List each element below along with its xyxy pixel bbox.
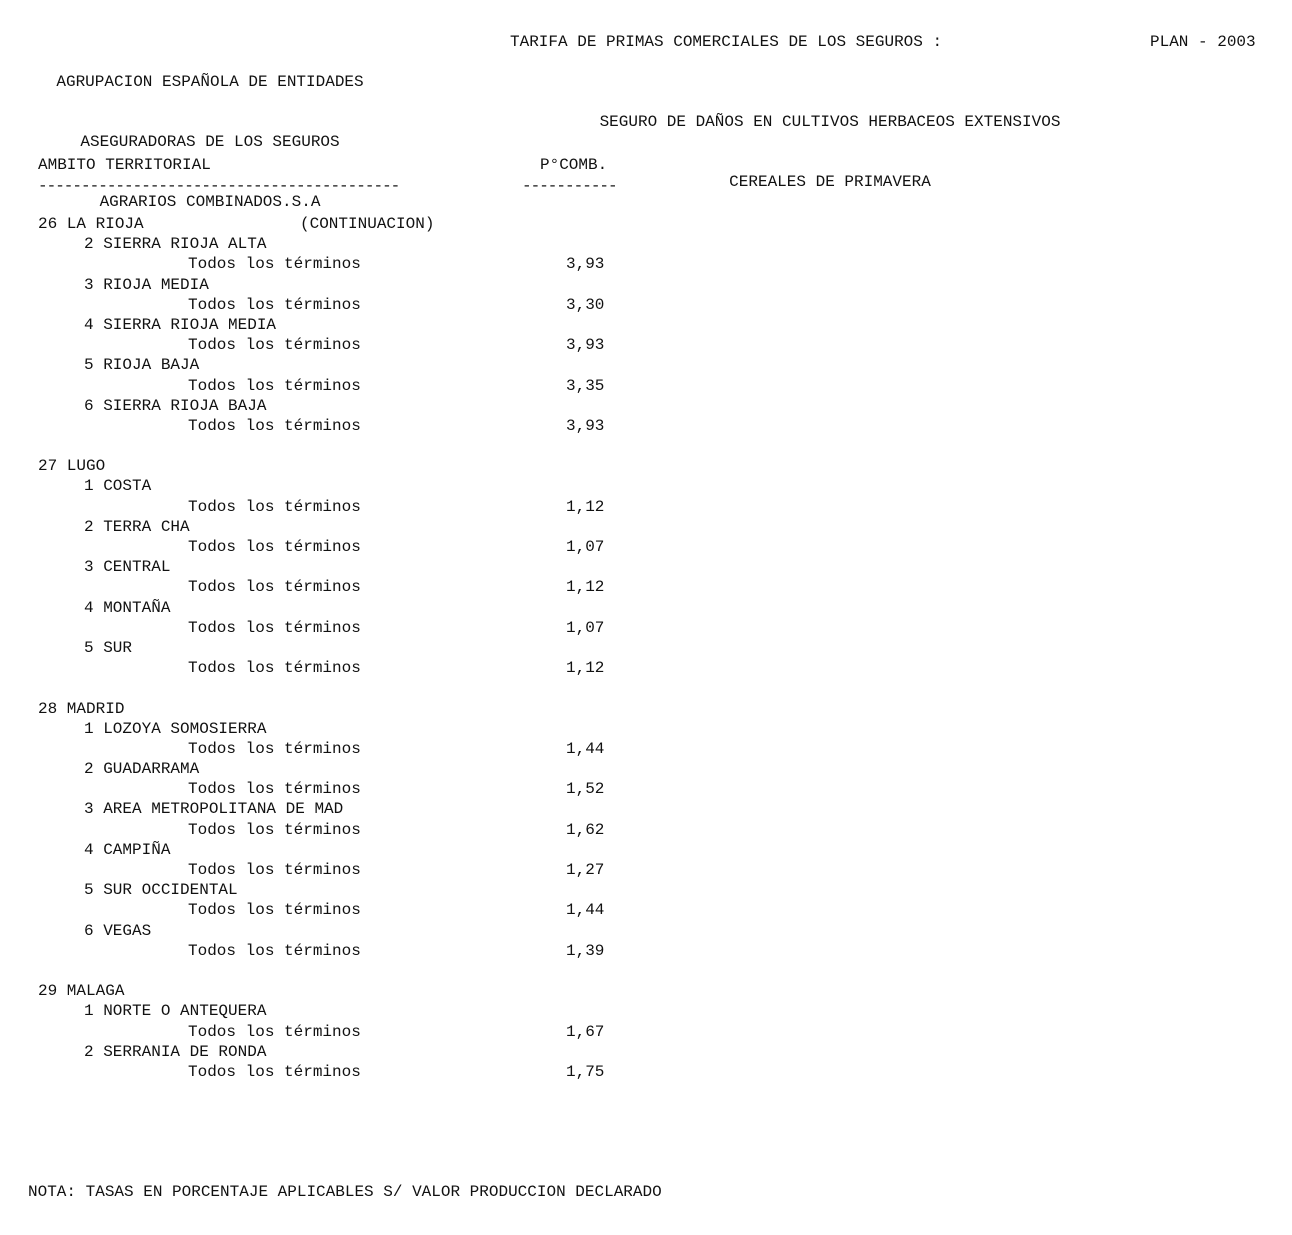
premium-value: 1,52 [566, 780, 605, 799]
tariff-table [38, 214, 738, 1082]
comarca-row [38, 880, 738, 900]
comarca-row [38, 517, 738, 537]
comarca-name: 4 SIERRA RIOJA MEDIA [84, 315, 277, 334]
term-row [38, 376, 738, 396]
comarca-row [38, 275, 738, 295]
comarca-name: 4 MONTAÑA [84, 598, 171, 617]
term-label: Todos los términos [188, 336, 361, 355]
organization-name [20, 32, 400, 232]
term-row [38, 1022, 738, 1042]
term-row [38, 537, 738, 557]
org-line-3: AGRARIOS COMBINADOS.S.A [99, 193, 321, 211]
premium-value: 3,93 [566, 255, 605, 274]
term-row [38, 739, 738, 759]
term-row [38, 335, 738, 355]
term-label: Todos los términos [188, 941, 361, 960]
term-label: Todos los términos [188, 1062, 361, 1081]
comarca-row [38, 476, 738, 496]
term-row [38, 497, 738, 517]
term-label: Todos los términos [188, 295, 361, 314]
term-row [38, 416, 738, 436]
term-label: Todos los términos [188, 376, 361, 395]
premium-value: 1,12 [566, 497, 605, 516]
term-row [38, 860, 738, 880]
term-label: Todos los términos [188, 659, 361, 678]
term-label: Todos los términos [188, 618, 361, 637]
province-row [38, 699, 738, 719]
comarca-row [38, 759, 738, 779]
premium-value: 3,93 [566, 416, 605, 435]
term-label: Todos los términos [188, 780, 361, 799]
premium-value: 3,93 [566, 336, 605, 355]
premium-value: 1,67 [566, 1022, 605, 1041]
province-name: 26 LA RIOJA [38, 215, 144, 233]
comarca-row [38, 799, 738, 819]
premium-value: 1,27 [566, 861, 605, 879]
comarca-name: 1 NORTE O ANTEQUERA [84, 1002, 267, 1021]
comarca-row [38, 396, 738, 416]
comarca-name: 5 RIOJA BAJA [84, 356, 200, 375]
province-note: (CONTINUACION) [300, 215, 435, 233]
org-line-2: ASEGURADORAS DE LOS SEGUROS [80, 133, 340, 151]
premium-value: 3,30 [566, 295, 605, 314]
section-gap [38, 678, 738, 698]
column-rule-ambito: ------------------------------------------ [38, 177, 400, 195]
premium-value: 1,75 [566, 1062, 605, 1081]
premium-value: 1,44 [566, 901, 605, 920]
comarca-row [38, 921, 738, 941]
comarca-name: 3 CENTRAL [84, 558, 171, 577]
plan-label: PLAN - 2003 [1150, 33, 1256, 51]
term-row [38, 1062, 738, 1082]
org-line-1: AGRUPACION ESPAÑOLA DE ENTIDADES [56, 73, 364, 91]
province-name: 28 MADRID [38, 699, 125, 718]
footnote: NOTA: TASAS EN PORCENTAJE APLICABLES S/ VALOR PRODUCCION DECLARADO [28, 1183, 662, 1201]
comarca-row [38, 598, 738, 618]
comarca-name: 2 SIERRA RIOJA ALTA [84, 235, 267, 254]
comarca-name: 5 SUR OCCIDENTAL [84, 881, 238, 900]
column-rule-prima: ----------- [522, 177, 617, 195]
comarca-row [38, 355, 738, 375]
comarca-name: 5 SUR [84, 638, 133, 657]
comarca-row [38, 719, 738, 739]
premium-value: 3,35 [566, 376, 605, 395]
province-name: 27 LUGO [38, 457, 106, 476]
term-row [38, 295, 738, 315]
comarca-name: 2 GUADARRAMA [84, 760, 200, 779]
province-row [38, 981, 738, 1001]
section-gap [38, 961, 738, 981]
comarca-name: 4 CAMPIÑA [84, 840, 171, 859]
term-row [38, 941, 738, 961]
column-header-ambito: AMBITO TERRITORIAL [38, 156, 211, 174]
comarca-name: 6 VEGAS [84, 921, 152, 940]
column-header-prima: P°COMB. [540, 156, 608, 174]
term-label: Todos los términos [188, 739, 361, 758]
term-label: Todos los términos [188, 497, 361, 516]
section-gap [38, 436, 738, 456]
comarca-name: 3 RIOJA MEDIA [84, 275, 209, 294]
comarca-name: 1 COSTA [84, 477, 152, 496]
term-label: Todos los términos [188, 901, 361, 920]
province-name: 29 MALAGA [38, 982, 125, 1001]
comarca-name: 6 SIERRA RIOJA BAJA [84, 396, 267, 415]
province-row [38, 456, 738, 476]
comarca-name: 2 TERRA CHA [84, 517, 190, 536]
comarca-row [38, 840, 738, 860]
premium-value: 1,07 [566, 618, 605, 637]
comarca-row [38, 315, 738, 335]
premium-value: 1,07 [566, 538, 605, 556]
term-row [38, 577, 738, 597]
comarca-row [38, 1042, 738, 1062]
premium-value: 1,44 [566, 739, 605, 758]
subtitle-line-2: CEREALES DE PRIMAVERA [729, 173, 931, 191]
term-row [38, 779, 738, 799]
term-label: Todos los términos [188, 861, 361, 879]
comarca-name: 3 AREA METROPOLITANA DE MAD [84, 800, 344, 819]
term-label: Todos los términos [188, 1022, 361, 1041]
term-row [38, 658, 738, 678]
comarca-row [38, 557, 738, 577]
province-row [38, 214, 738, 234]
premium-value: 1,12 [566, 659, 605, 678]
term-label: Todos los términos [188, 538, 361, 556]
term-row [38, 254, 738, 274]
term-label: Todos los términos [188, 820, 361, 839]
comarca-name: 1 LOZOYA SOMOSIERRA [84, 719, 267, 738]
comarca-row [38, 1001, 738, 1021]
comarca-row [38, 638, 738, 658]
subtitle-line-1: SEGURO DE DAÑOS EN CULTIVOS HERBACEOS EXTENSIVOS [599, 113, 1061, 131]
premium-value: 1,62 [566, 820, 605, 839]
premium-value: 1,39 [566, 941, 605, 960]
term-label: Todos los términos [188, 416, 361, 435]
term-row [38, 900, 738, 920]
term-row [38, 618, 738, 638]
term-label: Todos los términos [188, 255, 361, 274]
term-label: Todos los términos [188, 578, 361, 597]
comarca-name: 2 SERRANIA DE RONDA [84, 1042, 267, 1061]
comarca-row [38, 234, 738, 254]
term-row [38, 820, 738, 840]
document-title: TARIFA DE PRIMAS COMERCIALES DE LOS SEGUROS : [510, 33, 943, 51]
premium-value: 1,12 [566, 578, 605, 597]
